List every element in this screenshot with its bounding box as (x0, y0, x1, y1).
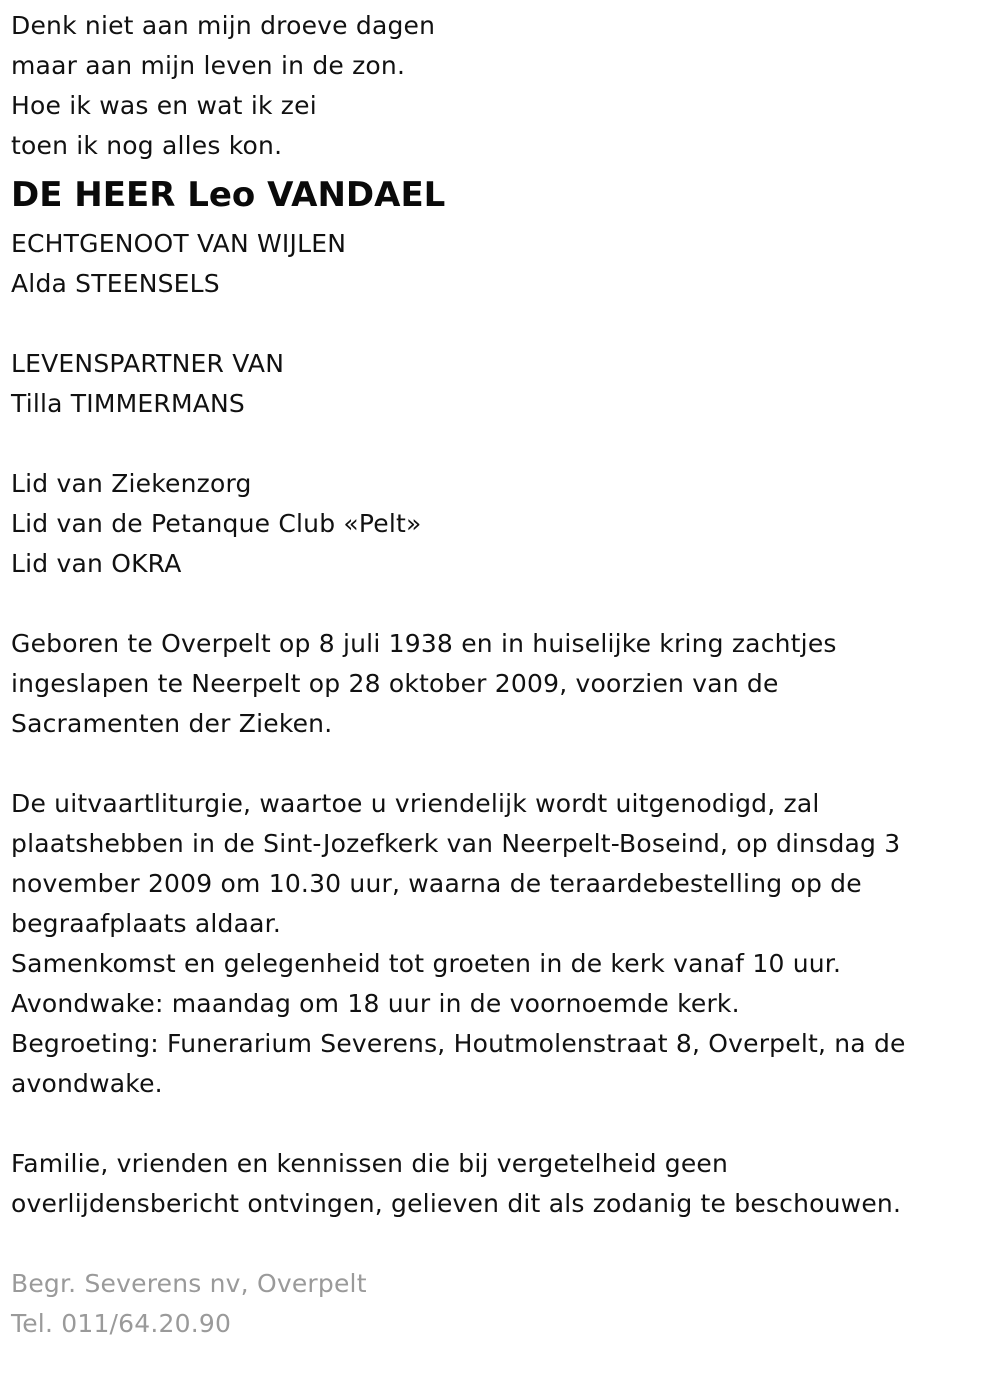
notice-paragraph (11, 1144, 986, 1224)
spacer (11, 304, 986, 344)
paragraph-line: Begroeting: Funerarium Severens, Houtmolenstraat 8, Overpelt, na de (11, 1029, 906, 1058)
paragraph-line: ingeslapen te Neerpelt op 28 oktober 2009, voorzien van de (11, 669, 779, 698)
paragraph-line: Avondwake: maandag om 18 uur in de voornoemde kerk. (11, 989, 740, 1018)
membership-line: Lid van Ziekenzorg (11, 469, 252, 498)
paragraph-line: Geboren te Overpelt op 8 juli 1938 en in huiselijke kring zachtjes (11, 629, 837, 658)
poem (11, 6, 986, 166)
spacer (11, 1224, 986, 1264)
paragraph-line: plaatshebben in de Sint-Jozefkerk van Neerpelt-Boseind, op dinsdag 3 (11, 829, 901, 858)
spacer (11, 424, 986, 464)
obituary-document (11, 6, 986, 1344)
poem-line: Hoe ik was en wat ik zei (11, 91, 317, 120)
membership-line: Lid van OKRA (11, 549, 182, 578)
memberships (11, 464, 986, 584)
undertaker-info (11, 1264, 986, 1344)
poem-line: Denk niet aan mijn droeve dagen (11, 11, 436, 40)
spacer (11, 744, 986, 784)
undertaker-phone: Tel. 011/64.20.90 (11, 1309, 232, 1338)
funeral-paragraph (11, 784, 986, 1104)
partner-label: LEVENSPARTNER VAN (11, 349, 285, 378)
birth-death-paragraph (11, 624, 986, 744)
spacer (11, 584, 986, 624)
spouse-name: Alda STEENSELS (11, 269, 220, 298)
membership-line: Lid van de Petanque Club «Pelt» (11, 509, 422, 538)
undertaker-name: Begr. Severens nv, Overpelt (11, 1269, 367, 1298)
deceased-name: DE HEER Leo VANDAEL (11, 175, 446, 215)
paragraph-line: Sacramenten der Zieken. (11, 709, 333, 738)
spacer (11, 1104, 986, 1144)
poem-line: maar aan mijn leven in de zon. (11, 51, 406, 80)
spouse-label: ECHTGENOOT VAN WIJLEN (11, 229, 347, 258)
partner-name: Tilla TIMMERMANS (11, 389, 245, 418)
paragraph-line: november 2009 om 10.30 uur, waarna de teraardebestelling op de (11, 869, 862, 898)
paragraph-line: avondwake. (11, 1069, 163, 1098)
paragraph-line: Samenkomst en gelegenheid tot groeten in de kerk vanaf 10 uur. (11, 949, 842, 978)
paragraph-line: De uitvaartliturgie, waartoe u vriendelijk wordt uitgenodigd, zal (11, 789, 820, 818)
paragraph-line: overlijdensbericht ontvingen, gelieven dit als zodanig te beschouwen. (11, 1189, 902, 1218)
relations (11, 224, 986, 424)
paragraph-line: begraafplaats aldaar. (11, 909, 281, 938)
poem-line: toen ik nog alles kon. (11, 131, 283, 160)
paragraph-line: Familie, vrienden en kennissen die bij vergetelheid geen (11, 1149, 729, 1178)
